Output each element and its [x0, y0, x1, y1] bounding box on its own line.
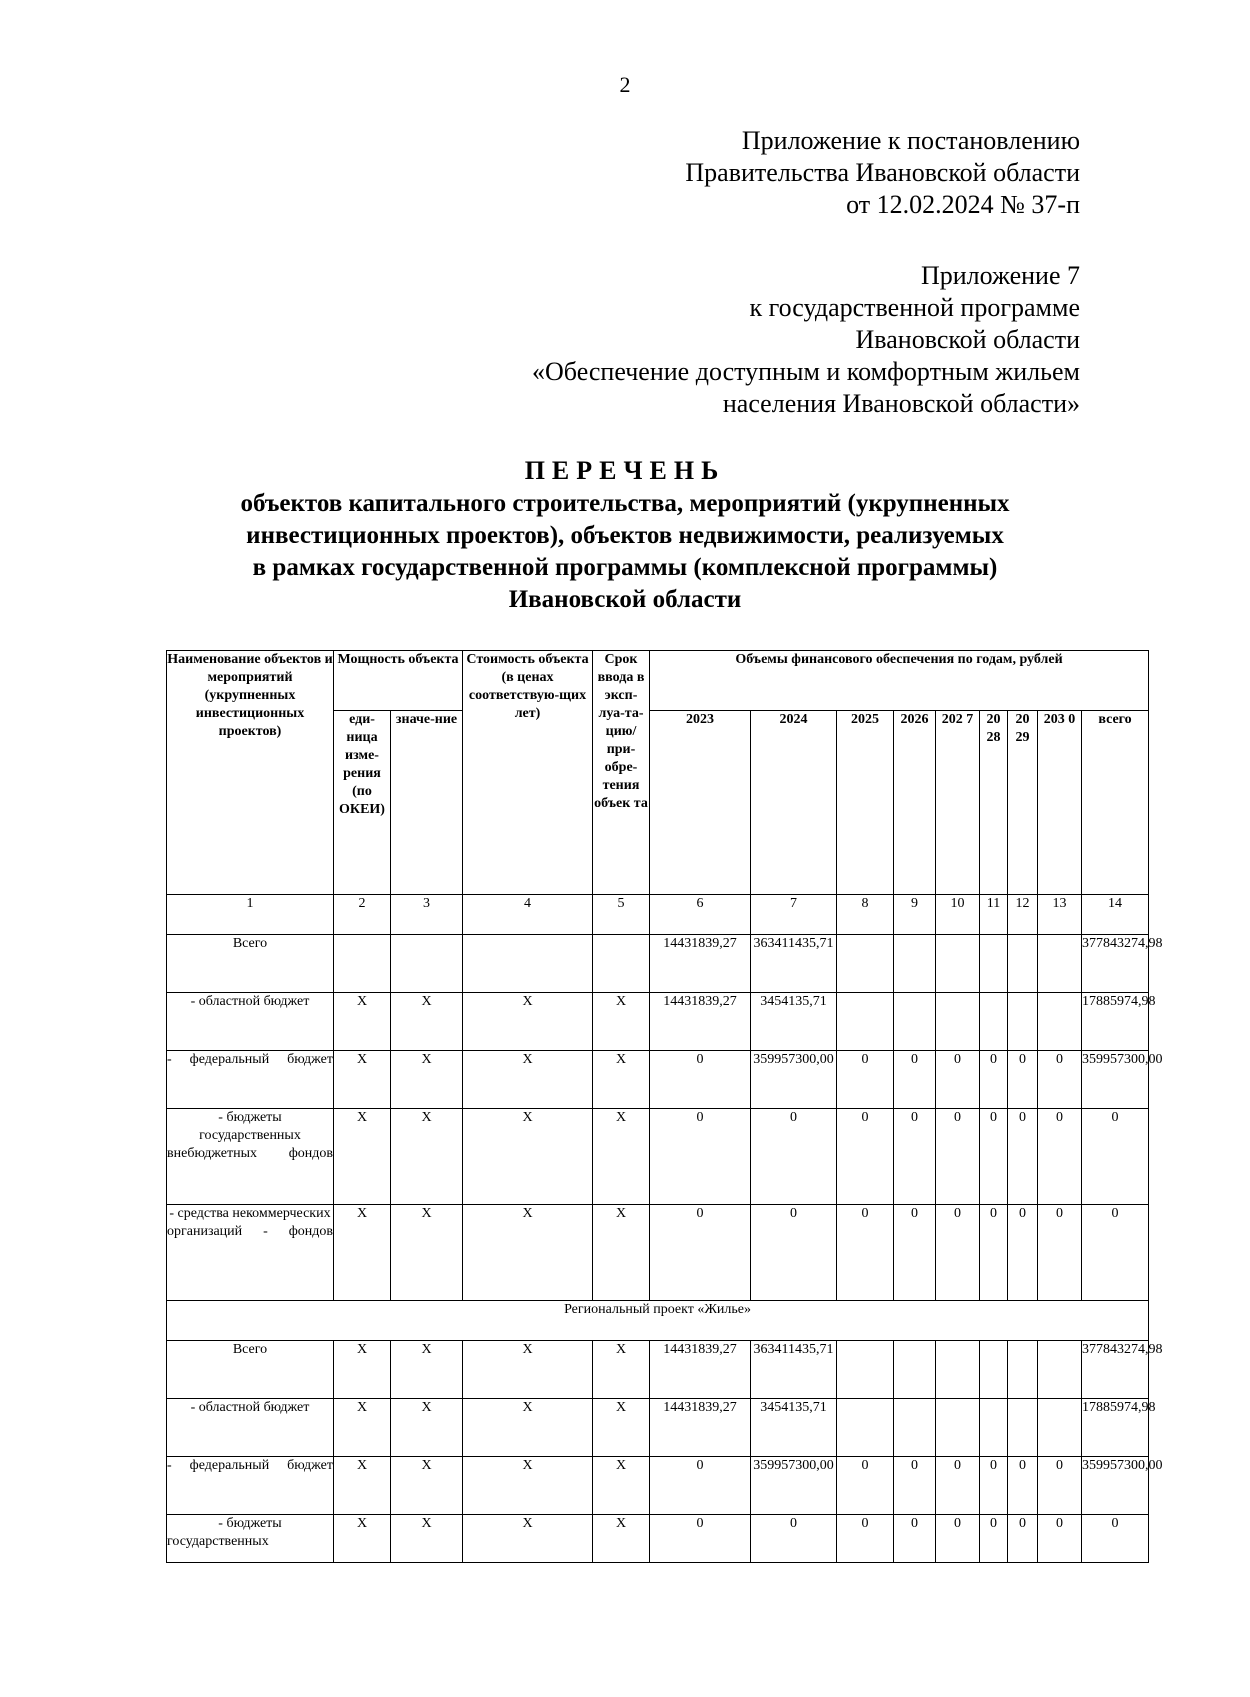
cell-2029 [1008, 1399, 1038, 1457]
column-number: 3 [391, 895, 463, 935]
table-row [167, 1341, 1149, 1399]
cell-2024: 3454135,71 [751, 1399, 837, 1457]
column-number: 14 [1082, 895, 1149, 935]
page-number: 2 [619, 72, 631, 97]
column-number: 2 [334, 895, 391, 935]
cell-value: X [391, 1051, 463, 1109]
cell-2028: 0 [980, 1457, 1008, 1515]
cell-2024: 0 [751, 1515, 837, 1563]
column-number: 1 [167, 895, 334, 935]
cell-cost: X [463, 1457, 593, 1515]
cell-2023: 0 [650, 1051, 751, 1109]
table-row [167, 1205, 1149, 1301]
cell-2027: 0 [936, 1205, 980, 1301]
row-name: - средства некоммерческих организаций - фондов [167, 1205, 334, 1301]
column-number: 13 [1038, 895, 1082, 935]
cell-2025: 0 [837, 1515, 894, 1563]
cell-2025 [837, 1399, 894, 1457]
cell-term [593, 935, 650, 993]
cell-2026: 0 [894, 1051, 936, 1109]
cell-2030: 0 [1038, 1515, 1082, 1563]
table-row [167, 1051, 1149, 1109]
cell-total: 17885974,98 [1082, 993, 1149, 1051]
cell-2023: 14431839,27 [650, 935, 751, 993]
column-number: 6 [650, 895, 751, 935]
column-number: 4 [463, 895, 593, 935]
cell-2025 [837, 1341, 894, 1399]
objects-table [166, 650, 1163, 1563]
column-number: 11 [980, 895, 1008, 935]
cell-cost: X [463, 1109, 593, 1205]
cell-total: 0 [1082, 1109, 1149, 1205]
cell-cost: X [463, 1051, 593, 1109]
cell-2023: 0 [650, 1109, 751, 1205]
approval-line: Приложение к постановлению [741, 126, 1080, 155]
cell-2023: 14431839,27 [650, 1341, 751, 1399]
cell-2026 [894, 1341, 936, 1399]
cell-total: 17885974,98 [1082, 1399, 1149, 1457]
header-year-2024: 2024 [751, 711, 837, 895]
subtitle-line: Ивановской области [508, 586, 742, 613]
cell-value: X [391, 1205, 463, 1301]
column-number-row [167, 895, 1149, 935]
cell-2024: 0 [751, 1109, 837, 1205]
cell-total: 0 [1082, 1205, 1149, 1301]
approval-block [685, 125, 1080, 221]
table-row [167, 1515, 1149, 1563]
subtitle-line: в рамках государственной программы (комплексной программы) [252, 554, 998, 581]
cell-2028 [980, 935, 1008, 993]
cell-2030 [1038, 935, 1082, 993]
cell-2029: 0 [1008, 1051, 1038, 1109]
cell-2023: 0 [650, 1515, 751, 1563]
cell-2030: 0 [1038, 1051, 1082, 1109]
header-year-2026: 2026 [894, 711, 936, 895]
table-row [167, 935, 1149, 993]
row-name: - бюджеты государственных внебюджетных фондов [167, 1109, 334, 1205]
cell-2028 [980, 993, 1008, 1051]
cell-unit: X [334, 993, 391, 1051]
cell-2027: 0 [936, 1109, 980, 1205]
cell-unit: X [334, 1205, 391, 1301]
cell-2023: 0 [650, 1457, 751, 1515]
cell-2027 [936, 993, 980, 1051]
row-name: Всего [167, 935, 334, 993]
cell-term: X [593, 1457, 650, 1515]
row-name: - федеральный бюджет [167, 1051, 334, 1109]
cell-cost: X [463, 1399, 593, 1457]
approval-date-number: от 12.02.2024 № 37-п [846, 190, 1080, 219]
column-number: 7 [751, 895, 837, 935]
cell-cost [463, 935, 593, 993]
cell-2027 [936, 935, 980, 993]
appendix-line: Приложение 7 [920, 261, 1080, 290]
cell-term: X [593, 993, 650, 1051]
cell-value: X [391, 1457, 463, 1515]
cell-2023: 14431839,27 [650, 993, 751, 1051]
cell-term: X [593, 1399, 650, 1457]
cell-cost: X [463, 1205, 593, 1301]
cell-unit: X [334, 1341, 391, 1399]
section-title: Региональный проект «Жилье» [167, 1301, 1149, 1341]
cell-total: 359957300,00 [1082, 1051, 1149, 1109]
cell-unit: X [334, 1457, 391, 1515]
cell-2026 [894, 993, 936, 1051]
cell-unit [334, 935, 391, 993]
column-number: 5 [593, 895, 650, 935]
table-row [167, 993, 1149, 1051]
cell-2028: 0 [980, 1205, 1008, 1301]
cell-total: 377843274,98 [1082, 935, 1149, 993]
cell-cost: X [463, 1341, 593, 1399]
cell-2024: 363411435,71 [751, 1341, 837, 1399]
cell-2024: 359957300,00 [751, 1051, 837, 1109]
header-year-2030: 203 0 [1038, 711, 1082, 895]
cell-total: 377843274,98 [1082, 1341, 1149, 1399]
appendix-line: Ивановской области [855, 325, 1080, 354]
cell-2026: 0 [894, 1109, 936, 1205]
header-capacity: Мощность объекта [334, 651, 463, 711]
cell-2030: 0 [1038, 1205, 1082, 1301]
column-number: 10 [936, 895, 980, 935]
cell-2025 [837, 935, 894, 993]
subtitle-line: объектов капитального строительства, мероприятий (укрупненных [240, 490, 1010, 517]
cell-value [391, 935, 463, 993]
cell-total: 359957300,00 [1082, 1457, 1149, 1515]
document-subtitle [0, 488, 1250, 616]
header-funding: Объемы финансового обеспечения по годам, рублей [650, 651, 1149, 711]
header-unit: еди-ница изме-рения (по ОКЕИ) [334, 711, 391, 895]
cell-2029: 0 [1008, 1457, 1038, 1515]
cell-2029 [1008, 993, 1038, 1051]
header-value: значе-ние [391, 711, 463, 895]
cell-2028: 0 [980, 1051, 1008, 1109]
cell-2029: 0 [1008, 1109, 1038, 1205]
cell-total: 0 [1082, 1515, 1149, 1563]
cell-2029 [1008, 1341, 1038, 1399]
cell-2028 [980, 1399, 1008, 1457]
header-year-2025: 2025 [837, 711, 894, 895]
cell-cost: X [463, 993, 593, 1051]
appendix-line: «Обеспечение доступным и комфортным жильем [532, 357, 1080, 386]
header-term: Срок ввода в эксп-луа-та-цию/ при-обре-тения объек та [593, 651, 650, 895]
header-year-2027: 202 7 [936, 711, 980, 895]
cell-2026 [894, 1399, 936, 1457]
cell-value: X [391, 1399, 463, 1457]
column-number: 8 [837, 895, 894, 935]
table-row [167, 1109, 1149, 1205]
appendix-line: населения Ивановской области» [722, 389, 1080, 418]
cell-2026 [894, 935, 936, 993]
section-row [167, 1301, 1149, 1341]
cell-cost: X [463, 1515, 593, 1563]
cell-2027 [936, 1341, 980, 1399]
row-name: - федеральный бюджет [167, 1457, 334, 1515]
cell-term: X [593, 1205, 650, 1301]
cell-2028 [980, 1341, 1008, 1399]
cell-term: X [593, 1051, 650, 1109]
cell-value: X [391, 1341, 463, 1399]
cell-2029 [1008, 935, 1038, 993]
cell-2028: 0 [980, 1515, 1008, 1563]
cell-2025: 0 [837, 1109, 894, 1205]
cell-2024: 363411435,71 [751, 935, 837, 993]
cell-2028: 0 [980, 1109, 1008, 1205]
appendix-line: к государственной программе [749, 293, 1080, 322]
cell-2026: 0 [894, 1457, 936, 1515]
cell-value: X [391, 1109, 463, 1205]
header-year-2029: 20 29 [1008, 711, 1038, 895]
cell-2026: 0 [894, 1205, 936, 1301]
cell-2030 [1038, 1341, 1082, 1399]
cell-2027: 0 [936, 1051, 980, 1109]
cell-2027 [936, 1399, 980, 1457]
row-name: Всего [167, 1341, 334, 1399]
cell-2030: 0 [1038, 1457, 1082, 1515]
cell-2029: 0 [1008, 1515, 1038, 1563]
cell-2023: 14431839,27 [650, 1399, 751, 1457]
table-row [167, 1457, 1149, 1515]
row-name: - областной бюджет [167, 993, 334, 1051]
column-number: 9 [894, 895, 936, 935]
cell-term: X [593, 1341, 650, 1399]
header-cost: Стоимость объекта (в ценах соответствую-щих лет) [463, 651, 593, 895]
header-row [167, 651, 1149, 711]
cell-2023: 0 [650, 1205, 751, 1301]
cell-2029: 0 [1008, 1205, 1038, 1301]
document-title: ПЕРЕЧЕНЬ [524, 456, 726, 485]
column-number: 12 [1008, 895, 1038, 935]
cell-value: X [391, 1515, 463, 1563]
cell-2030 [1038, 1399, 1082, 1457]
cell-2027: 0 [936, 1515, 980, 1563]
cell-unit: X [334, 1109, 391, 1205]
row-name: - бюджеты государственных [167, 1515, 334, 1563]
cell-2024: 3454135,71 [751, 993, 837, 1051]
cell-term: X [593, 1515, 650, 1563]
cell-unit: X [334, 1399, 391, 1457]
appendix-block [532, 260, 1080, 420]
cell-2030: 0 [1038, 1109, 1082, 1205]
subtitle-line: инвестиционных проектов), объектов недвижимости, реализуемых [246, 522, 1004, 549]
cell-2025: 0 [837, 1051, 894, 1109]
cell-2025: 0 [837, 1457, 894, 1515]
cell-2027: 0 [936, 1457, 980, 1515]
cell-unit: X [334, 1051, 391, 1109]
approval-line: Правительства Ивановской области [685, 158, 1080, 187]
cell-unit: X [334, 1515, 391, 1563]
cell-2026: 0 [894, 1515, 936, 1563]
cell-value: X [391, 993, 463, 1051]
cell-2025 [837, 993, 894, 1051]
cell-2024: 359957300,00 [751, 1457, 837, 1515]
cell-term: X [593, 1109, 650, 1205]
table-row [167, 1399, 1149, 1457]
row-name: - областной бюджет [167, 1399, 334, 1457]
cell-2024: 0 [751, 1205, 837, 1301]
header-year-2028: 20 28 [980, 711, 1008, 895]
header-year-2023: 2023 [650, 711, 751, 895]
header-total: всего [1082, 711, 1149, 895]
cell-2025: 0 [837, 1205, 894, 1301]
header-name: Наименование объектов и мероприятий (укрупненных инвестиционных проектов) [167, 651, 334, 895]
cell-2030 [1038, 993, 1082, 1051]
